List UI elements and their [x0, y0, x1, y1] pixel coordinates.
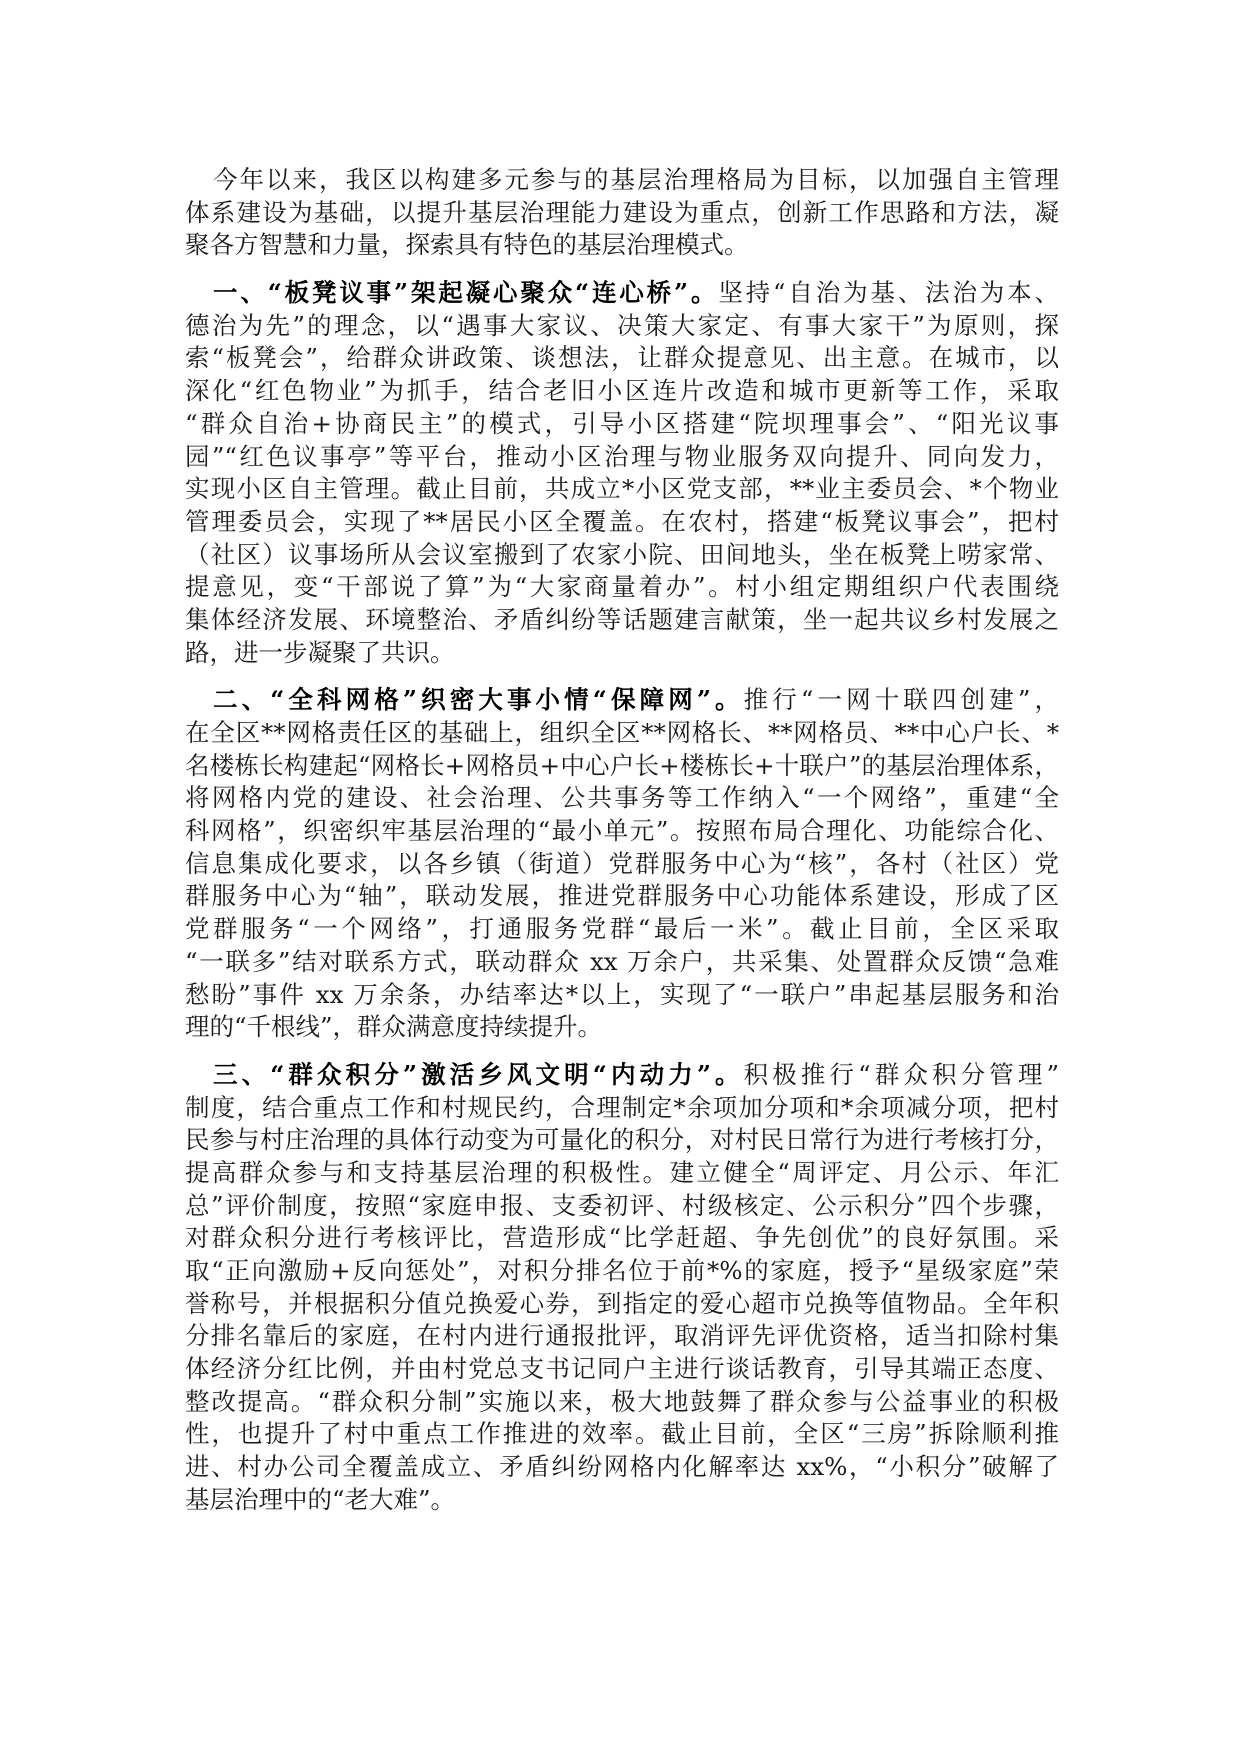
- line-text: 坚持“自治为基、法治为本、: [718, 278, 1059, 308]
- line-text: 深化“红色物业”为抓手，结合老旧小区连片改造和城市更新等工作，采取: [185, 376, 1059, 406]
- line-text: 提高群众参与和支持基层治理的积极性。建立健全“周评定、月公示、年汇: [185, 1157, 1059, 1187]
- line-text: 名楼栋长构建起“网格长+网格员+中心户长+楼栋长+十联户”的基层治理体系，: [185, 750, 1059, 780]
- line-text: 管理委员会，实现了**居民小区全覆盖。在农村，搭建“板凳议事会”，把村: [185, 506, 1059, 536]
- line-text: 将网格内党的建设、社会治理、公共事务等工作纳入“一个网络”，重建“全: [185, 783, 1059, 813]
- document-page: [185, 164, 1059, 1532]
- text-line: [185, 1484, 1059, 1517]
- line-text: 性，也提升了村中重点工作推进的效率。截止目前，全区“三房”拆除顺利推: [185, 1419, 1059, 1449]
- line-text: 愁盼”事件 xx 万余条，办结率达*以上，实现了“一联户”串起基层服务和治: [185, 979, 1059, 1009]
- section-paragraph: [185, 277, 1059, 669]
- text-line: [185, 506, 1059, 539]
- text-line: [185, 473, 1059, 506]
- line-text: “一联多”结对联系方式，联动群众 xx 万余户，共采集、处置群众反馈“急难: [185, 946, 1059, 976]
- text-line: [185, 197, 1059, 230]
- text-line: [185, 750, 1059, 783]
- text-line: [185, 1124, 1059, 1157]
- line-text: 园”“红色议事亭”等平台，推动小区治理与物业服务双向提升、同向发力，: [185, 441, 1059, 471]
- line-text: 体经济分红比例，并由村党总支书记同户主进行谈话教育，引导其端正态度、: [185, 1354, 1059, 1384]
- section-paragraph: [185, 684, 1059, 1044]
- line-text: 路，进一步凝聚了共识。: [185, 637, 455, 667]
- line-text: 集体经济发展、环境整治、矛盾纠纷等话题建言献策，坐一起共议乡村发展之: [185, 604, 1059, 634]
- section-heading: 二、“全科网格”织密大事小情“保障网”。: [213, 685, 744, 715]
- text-line: [185, 277, 1059, 310]
- section-heading: 一、“板凳议事”架起凝心聚众“连心桥”。: [213, 278, 719, 308]
- text-line: [185, 717, 1059, 750]
- text-line: [185, 1222, 1059, 1255]
- text-line: [185, 571, 1059, 604]
- line-text: 信息集成化要求，以各乡镇（街道）党群服务中心为“核”，各村（社区）党: [185, 848, 1059, 878]
- text-line: [185, 1451, 1059, 1484]
- text-line: [185, 164, 1059, 197]
- line-text: 誉称号，并根据积分值兑换爱心券，到指定的爱心超市兑换等值物品。全年积: [185, 1288, 1059, 1318]
- text-line: [185, 946, 1059, 979]
- line-text: “群众自治+协商民主”的模式，引导小区搭建“院坝理事会”、“阳光议事: [185, 408, 1059, 438]
- line-text: 对群众积分进行考核评比，营造形成“比学赶超、争先创优”的良好氛围。采: [185, 1223, 1059, 1253]
- text-line: [185, 604, 1059, 637]
- text-line: [185, 979, 1059, 1012]
- text-line: [185, 539, 1059, 572]
- line-text: 德治为先”的理念，以“遇事大家议、决策大家定、有事大家干”为原则，探: [185, 310, 1059, 340]
- line-text: 提意见，变“干部说了算”为“大家商量着办”。村小组定期组织户代表围绕: [185, 572, 1059, 602]
- line-text: 总”评价制度，按照“家庭申报、支委初评、村级核定、公示积分”四个步骤，: [185, 1190, 1059, 1220]
- text-line: [185, 782, 1059, 815]
- line-text: 积极推行“群众积分管理”: [743, 1059, 1059, 1089]
- line-text: 取“正向激励+反向惩处”，对积分排名位于前*%的家庭，授予“星级家庭”荣: [185, 1256, 1059, 1285]
- line-text: 基层治理中的“老大难”。: [185, 1484, 456, 1514]
- line-text: 民参与村庄治理的具体行动变为可量化的积分，对村民日常行为进行考核打分，: [185, 1125, 1059, 1155]
- text-line: [185, 1320, 1059, 1353]
- text-line: [185, 408, 1059, 441]
- line-text: 索“板凳会”，给群众讲政策、谈想法，让群众提意见、出主意。在城市，以: [185, 343, 1059, 373]
- line-text: 今年以来，我区以构建多元参与的基层治理格局为目标，以加强自主管理: [213, 165, 1059, 194]
- line-text: 在全区**网格责任区的基础上，组织全区**网格长、**网格员、**中心户长、*: [185, 718, 1059, 747]
- text-line: [185, 229, 1059, 262]
- line-text: （社区）议事场所从会议室搬到了农家小院、田间地头，坐在板凳上唠家常、: [185, 539, 1059, 569]
- section-paragraph: [185, 1059, 1059, 1517]
- text-line: [185, 848, 1059, 881]
- text-line: [185, 1353, 1059, 1386]
- line-text: 进、村办公司全覆盖成立、矛盾纠纷网格内化解率达 xx%，“小积分”破解了: [185, 1452, 1059, 1482]
- section-heading: 三、“群众积分”激活乡风文明“内动力”。: [213, 1059, 744, 1089]
- line-text: 体系建设为基础，以提升基层治理能力建设为重点，创新工作思路和方法，凝: [185, 197, 1059, 227]
- text-line: [185, 815, 1059, 848]
- line-text: 推行“一网十联四创建”，: [743, 685, 1059, 715]
- text-line: [185, 1190, 1059, 1223]
- text-line: [185, 375, 1059, 408]
- text-line: [185, 342, 1059, 375]
- text-line: [185, 1255, 1059, 1288]
- text-line: [185, 1092, 1059, 1125]
- text-line: [185, 637, 1059, 670]
- line-text: 理的“千根线”，群众满意度持续提升。: [185, 1012, 603, 1042]
- line-text: 制度，结合重点工作和村规民约，合理制定*余项加分项和*余项减分项，把村: [185, 1092, 1059, 1122]
- text-line: [185, 1288, 1059, 1321]
- text-line: [185, 913, 1059, 946]
- line-text: 科网格”，织密织牢基层治理的“最小单元”。按照布局合理化、功能综合化、: [185, 816, 1059, 846]
- text-line: [185, 880, 1059, 913]
- text-line: [185, 310, 1059, 343]
- text-line: [185, 684, 1059, 717]
- text-line: [185, 1059, 1059, 1092]
- line-text: 分排名靠后的家庭，在村内进行通报批评，取消评先评优资格，适当扣除村集: [185, 1321, 1059, 1351]
- text-line: [185, 1157, 1059, 1190]
- line-text: 整改提高。“群众积分制”实施以来，极大地鼓舞了群众参与公益事业的积极: [185, 1386, 1059, 1416]
- text-line: [185, 1386, 1059, 1419]
- line-text: 聚各方智慧和力量，探索具有特色的基层治理模式。: [185, 230, 749, 260]
- text-line: [185, 1418, 1059, 1451]
- intro-paragraph: [185, 164, 1059, 262]
- line-text: 实现小区自主管理。截止目前，共成立*小区党支部，**业主委员会、*个物业: [185, 474, 1059, 504]
- line-text: 群服务中心为“轴”，联动发展，推进党群服务中心功能体系建设，形成了区: [185, 881, 1059, 911]
- text-line: [185, 1011, 1059, 1044]
- line-text: 党群服务“一个网络”，打通服务党群“最后一米”。截止目前，全区采取: [185, 914, 1059, 944]
- text-line: [185, 441, 1059, 474]
